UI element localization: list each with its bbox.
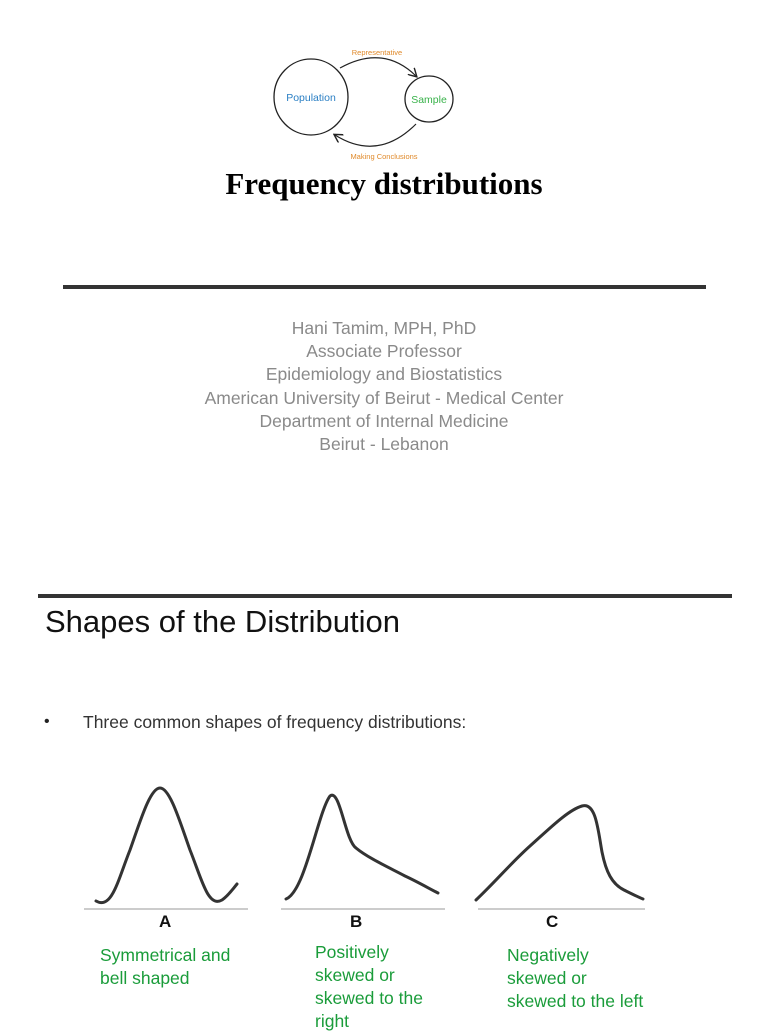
- shape-label-a: A: [159, 912, 172, 931]
- author-institution: American University of Beirut - Medical Center: [204, 387, 564, 408]
- description-line: skewed or: [507, 968, 587, 988]
- description-line: skewed or: [315, 965, 395, 985]
- curve-c-negative-skew: [476, 806, 643, 900]
- representative-arrow: [340, 58, 416, 76]
- description-line: bell shaped: [100, 968, 190, 988]
- making-conclusions-label: Making Conclusions: [350, 152, 418, 161]
- shape-description-b: [315, 941, 423, 1033]
- description-line: Negatively: [507, 945, 589, 965]
- conclusions-arrow: [335, 124, 416, 146]
- distribution-curves: [0, 760, 768, 940]
- slide-title: Frequency distributions: [225, 166, 543, 201]
- population-sample-diagram: [268, 40, 468, 165]
- divider: [63, 285, 706, 289]
- author-location: Beirut - Lebanon: [319, 434, 449, 455]
- author-name: Hani Tamim, MPH, PhD: [291, 318, 477, 338]
- description-line: skewed to the left: [507, 991, 644, 1011]
- shape-label-c: C: [546, 912, 559, 931]
- curve-b-positive-skew: [286, 795, 438, 899]
- description-line: Symmetrical and: [100, 945, 231, 965]
- description-line: right: [315, 1011, 350, 1031]
- bullet-marker: •: [44, 713, 50, 730]
- author-division: Department of Internal Medicine: [259, 410, 509, 431]
- slide2-top-rule: [38, 594, 732, 598]
- shape-label-b: B: [350, 912, 363, 931]
- description-line: skewed to the: [315, 988, 423, 1008]
- sample-label: Sample: [411, 94, 447, 106]
- author-department: Epidemiology and Biostatistics: [265, 364, 503, 385]
- author-block: [0, 317, 768, 456]
- shape-description-c: [507, 944, 643, 1013]
- shape-description-a: [100, 944, 230, 990]
- author-position: Associate Professor: [306, 341, 462, 362]
- slide2-title: Shapes of the Distribution: [45, 604, 400, 639]
- curve-a-symmetric: [96, 788, 237, 903]
- representative-label: Representative: [351, 48, 403, 57]
- bullet-text: Three common shapes of frequency distributions:: [83, 712, 467, 732]
- description-line: Positively: [315, 942, 389, 962]
- population-label: Population: [286, 92, 336, 104]
